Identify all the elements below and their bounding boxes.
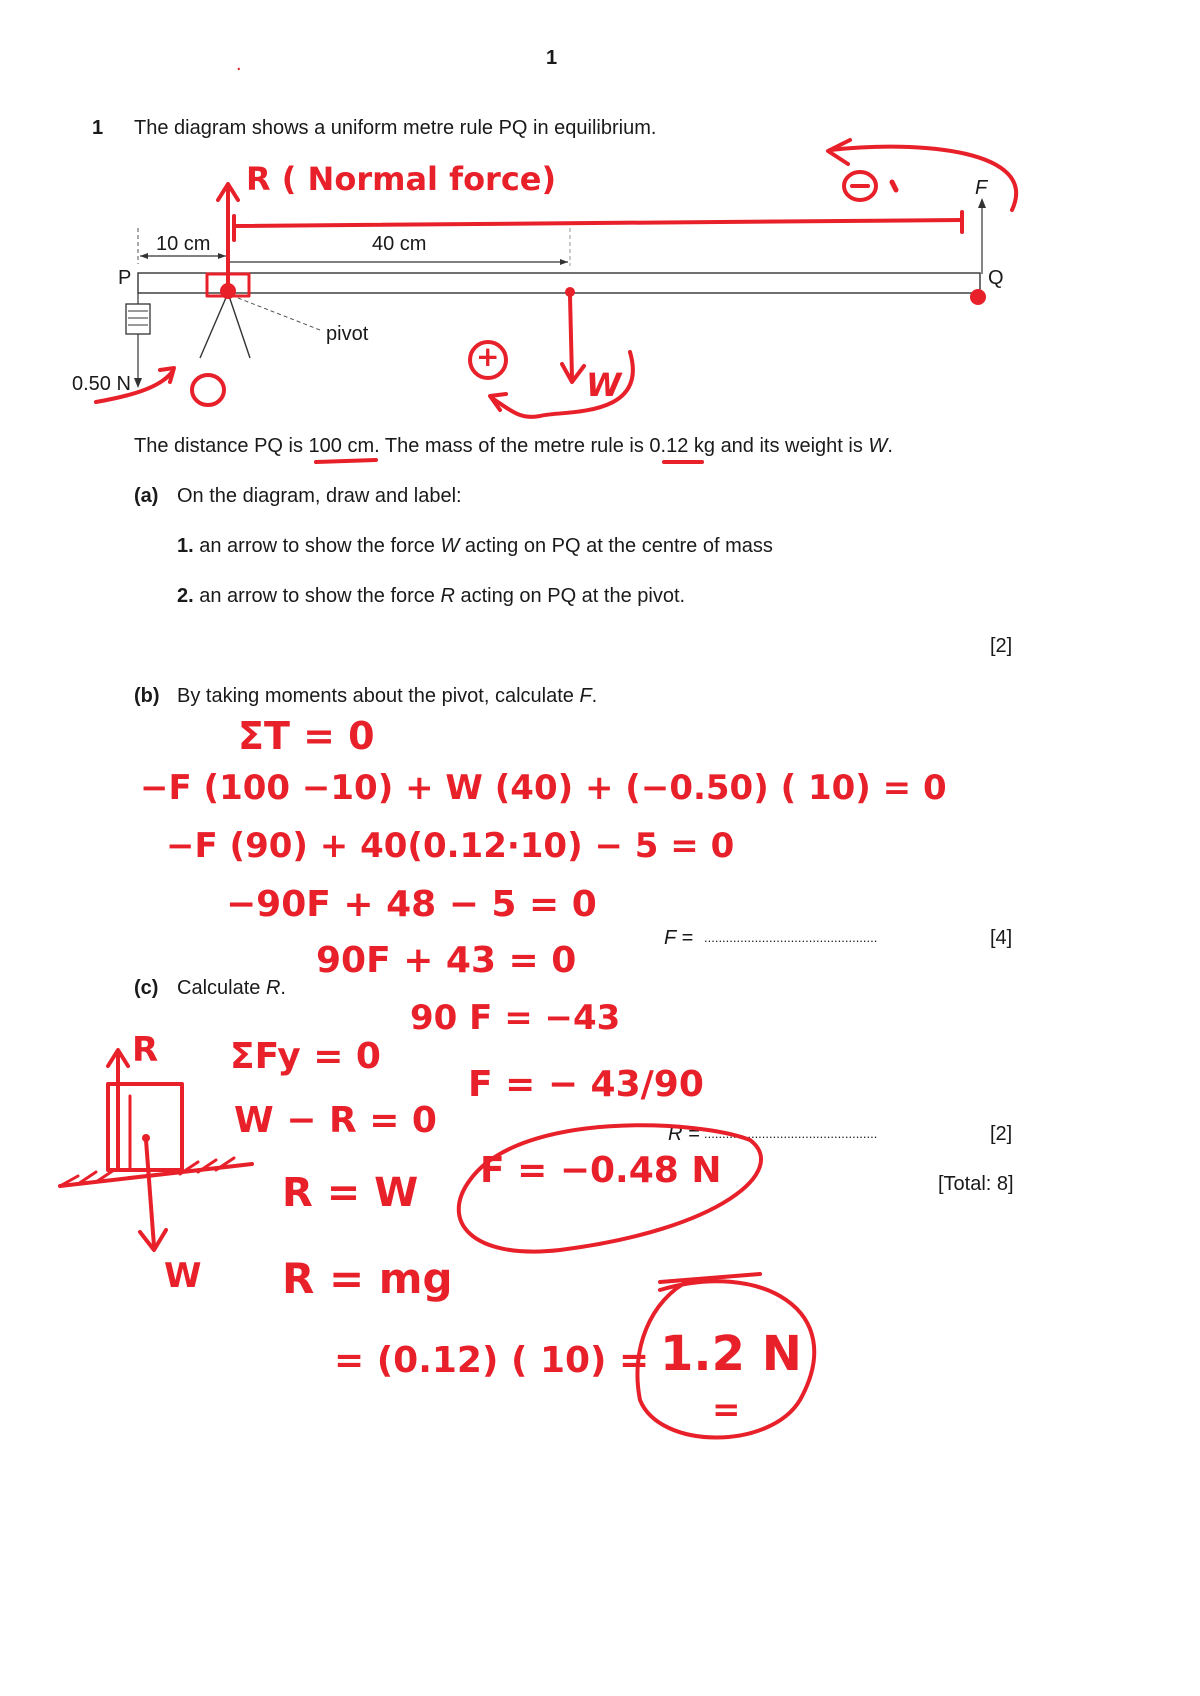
page-number: 1 bbox=[546, 47, 558, 69]
annot-eq-substituted: −F (90) + 40(0.12·10) − 5 = 0 bbox=[166, 826, 735, 866]
label-f: F bbox=[975, 177, 988, 199]
annot-normal-force: R ( Normal force) bbox=[246, 160, 557, 198]
dim-40cm: 40 cm bbox=[372, 233, 427, 255]
label-p: P bbox=[118, 267, 132, 289]
pivot-label: pivot bbox=[326, 323, 369, 345]
part-b-label: (b) bbox=[134, 685, 160, 707]
annot-eq-sum-torque: ΣT = 0 bbox=[238, 714, 375, 758]
annot-r-eq-w: R = W bbox=[282, 1170, 419, 1216]
f-answer-line[interactable]: ................................................ bbox=[704, 930, 878, 945]
r-answer-label: R = bbox=[668, 1123, 700, 1145]
label-q: Q bbox=[988, 267, 1004, 289]
question-intro: The diagram shows a uniform metre rule PQ in equilibrium. bbox=[134, 117, 657, 139]
dim-10cm: 10 cm bbox=[156, 233, 211, 255]
part-c-text: Calculate R. bbox=[177, 977, 286, 999]
annot-f-answer: F = −0.48 N bbox=[480, 1150, 722, 1191]
part-c-marks: [2] bbox=[990, 1123, 1013, 1145]
annot-eq-moments: −F (100 −10) + W (40) + (−0.50) ( 10) = 0 bbox=[140, 768, 947, 808]
distance-text: The distance PQ is 100 cm. The mass of the metre rule is 0.12 kg and its weight is W. bbox=[134, 435, 893, 457]
annot-sum-fy: ΣFy = 0 bbox=[230, 1036, 381, 1077]
part-a-item-2: 2. an arrow to show the force R acting on PQ at the pivot. bbox=[177, 585, 686, 607]
annot-sketch-w: W bbox=[164, 1256, 202, 1296]
header-mark: . bbox=[236, 53, 242, 75]
part-a-label: (a) bbox=[134, 485, 159, 507]
annot-minus-pivot bbox=[200, 372, 218, 397]
part-b-text: By taking moments about the pivot, calculate F. bbox=[177, 685, 598, 707]
annot-r-calc: = (0.12) ( 10) = bbox=[334, 1340, 650, 1381]
total-marks: [Total: 8] bbox=[938, 1173, 1014, 1195]
annot-eq-f-fraction: F = − 43/90 bbox=[468, 1064, 704, 1105]
annot-eq-90f: 90F + 43 = 0 bbox=[316, 940, 577, 981]
part-b-marks: [4] bbox=[990, 927, 1013, 949]
annot-r-eq-mg: R = mg bbox=[282, 1254, 453, 1303]
annot-eq-simplified: −90F + 48 − 5 = 0 bbox=[226, 884, 597, 925]
weight-label: 0.50 N bbox=[72, 373, 131, 395]
part-a-text: On the diagram, draw and label: bbox=[177, 485, 462, 507]
question-number: 1 bbox=[92, 117, 104, 139]
annot-r-answer: 1.2 N bbox=[660, 1326, 802, 1382]
annot-plus: + bbox=[476, 340, 500, 373]
annot-double-underline: = bbox=[712, 1390, 741, 1430]
f-answer-label: F = bbox=[664, 927, 694, 949]
annot-w: W bbox=[586, 366, 622, 404]
annot-eq-90f-43: 90 F = −43 bbox=[410, 998, 621, 1038]
part-a-marks: [2] bbox=[990, 635, 1013, 657]
annot-minus-top bbox=[849, 166, 867, 191]
r-answer-line[interactable]: ................................................ bbox=[704, 1126, 878, 1141]
annot-sketch-r: R bbox=[132, 1030, 159, 1070]
part-a-item-1: 1. an arrow to show the force W acting on PQ at the centre of mass bbox=[177, 535, 773, 557]
annot-w-minus-r: W − R = 0 bbox=[234, 1100, 437, 1141]
part-c-label: (c) bbox=[134, 977, 159, 999]
